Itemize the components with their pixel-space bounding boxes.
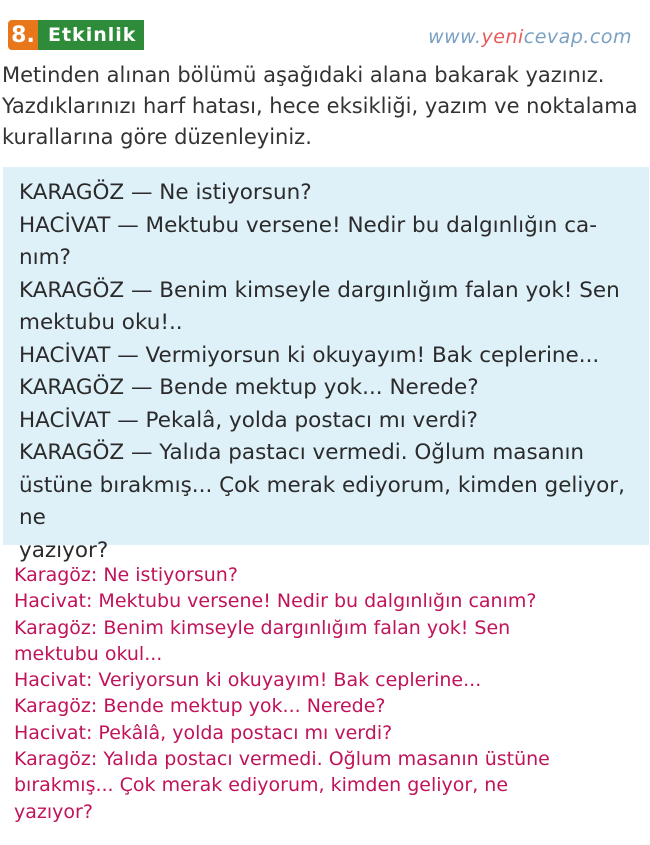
answer-line: Karagöz: Yalıda postacı vermedi. Oğlum masanın üstüne bbox=[14, 748, 550, 771]
answer-line: Hacivat: Pekâlâ, yolda postacı mı verdi? bbox=[14, 721, 393, 744]
site-suffix: cevap.com bbox=[523, 26, 632, 48]
excerpt-line: üstüne bırakmış... Çok merak ediyorum, kimden geliyor, ne bbox=[19, 472, 625, 530]
excerpt-line: KARAGÖZ — Benim kimseyle dargınlığım falan yok! Sen bbox=[19, 277, 620, 303]
excerpt-line: yazıyor? bbox=[19, 537, 109, 563]
answer-line: Hacivat: Mektubu versene! Nedir bu dalgınlığın canım? bbox=[14, 590, 537, 613]
activity-label: Etkinlik bbox=[38, 20, 144, 50]
excerpt-line: HACİVAT — Vermiyorsun ki okuyayım! Bak ceplerine... bbox=[19, 342, 600, 368]
excerpt-line: HACİVAT — Pekalâ, yolda postacı mı verdi? bbox=[19, 407, 478, 433]
excerpt-box bbox=[3, 167, 649, 563]
excerpt-line: mektubu oku!.. bbox=[19, 310, 183, 335]
site-watermark bbox=[428, 26, 632, 48]
answer-line: Hacivat: Veriyorsun ki okuyayım! Bak ceplerine... bbox=[14, 669, 482, 692]
answer-line: bırakmış... Çok merak ediyorum, kimden geliyor, ne bbox=[14, 774, 509, 797]
instruction-text bbox=[2, 60, 647, 153]
answer-line: yazıyor? bbox=[14, 800, 93, 823]
site-highlight: yeni bbox=[481, 26, 524, 48]
answer-line: mektubu okul... bbox=[14, 642, 163, 665]
excerpt-line: HACİVAT — Mektubu versene! Nedir bu dalgınlığın ca- bbox=[19, 212, 597, 238]
instruction-line: kurallarına göre düzenleyiniz. bbox=[2, 125, 312, 149]
excerpt-line: KARAGÖZ — Yalıda pastacı vermedi. Oğlum masanın bbox=[19, 440, 585, 465]
instruction-line: Metinden alınan bölümü aşağıdaki alana bakarak yazınız. bbox=[2, 63, 605, 87]
excerpt-line: KARAGÖZ — Bende mektup yok... Nerede? bbox=[19, 375, 479, 400]
activity-number: 8. bbox=[8, 20, 38, 50]
excerpt-line: KARAGÖZ — Ne istiyorsun? bbox=[19, 180, 312, 205]
excerpt-line: nım? bbox=[19, 245, 71, 270]
activity-badge bbox=[8, 20, 144, 50]
site-prefix: www. bbox=[428, 26, 482, 48]
answer-line: Karagöz: Benim kimseyle dargınlığım falan yok! Sen bbox=[14, 616, 511, 639]
answer-line: Karagöz: Ne istiyorsun? bbox=[14, 564, 238, 586]
answer-line: Karagöz: Bende mektup yok... Nerede? bbox=[14, 695, 386, 718]
instruction-line: Yazdıklarınızı harf hatası, hece eksikliği, yazım ve noktalama bbox=[2, 94, 638, 118]
page-header bbox=[0, 0, 650, 60]
answer-text bbox=[14, 562, 644, 825]
